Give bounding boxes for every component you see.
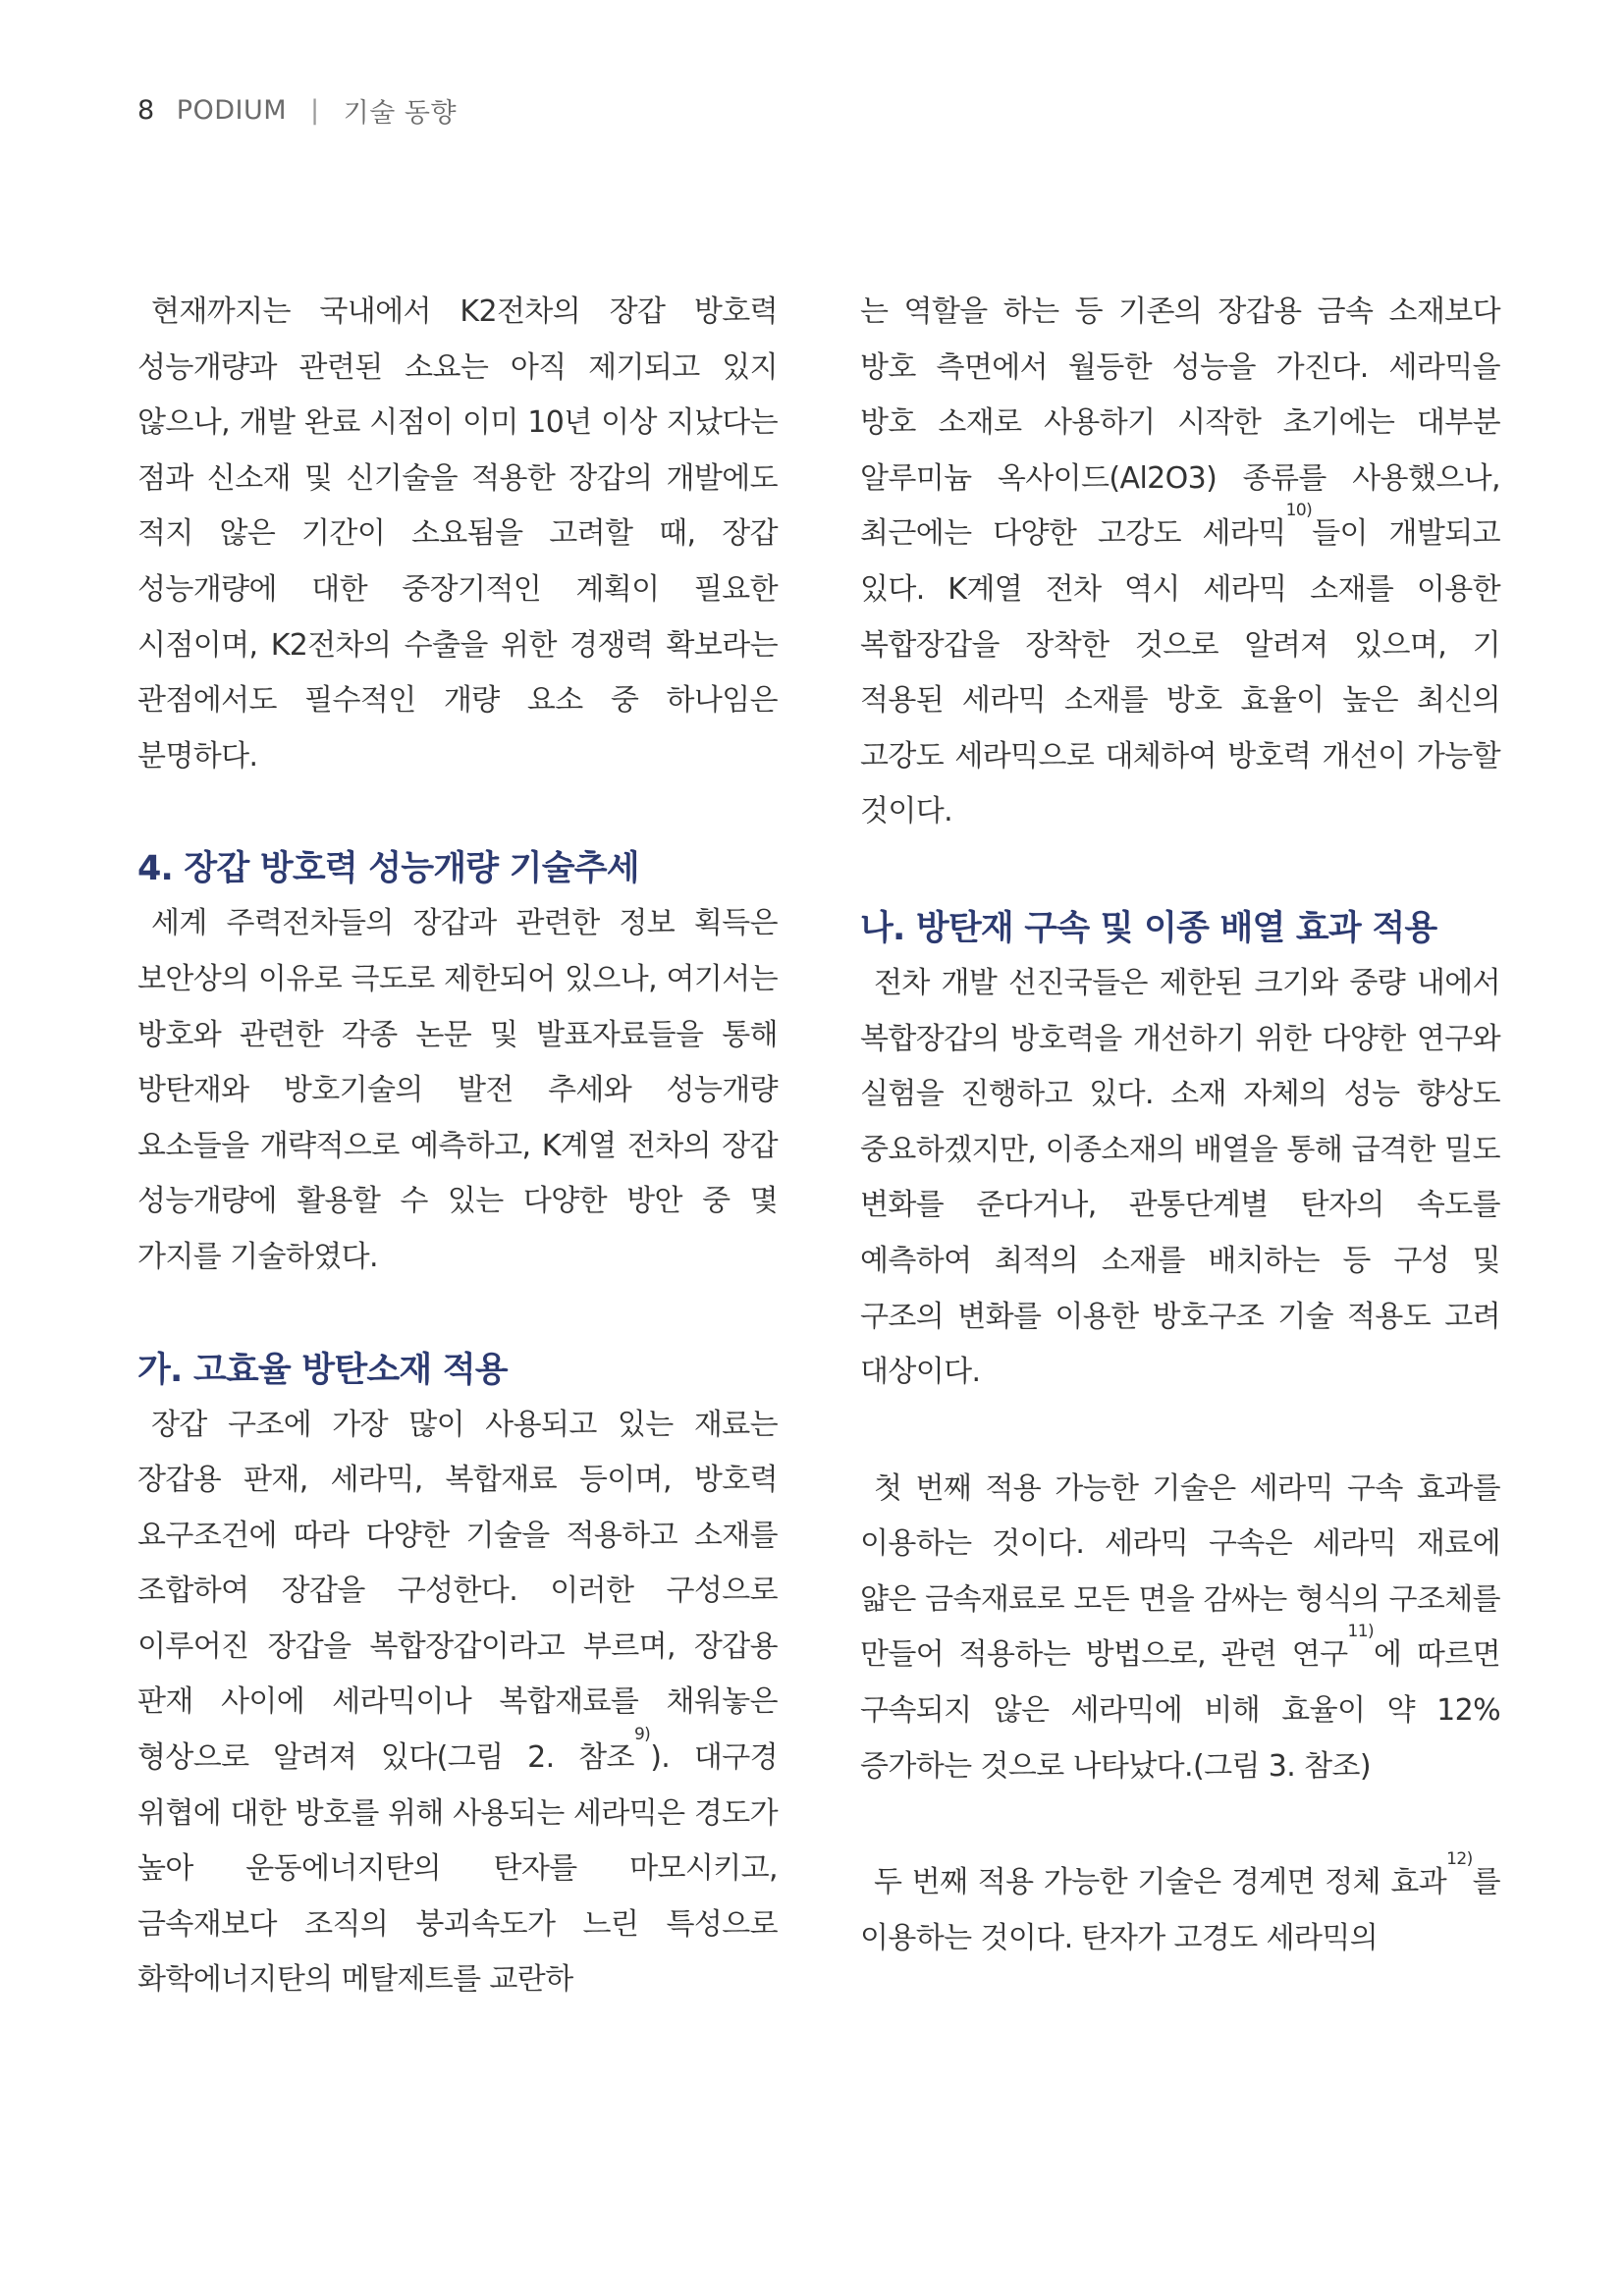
header-separator: | <box>310 94 320 126</box>
first-tech-paragraph <box>860 1462 1500 1795</box>
second-tech-text-2: 를 이용하는 것이다. 탄자가 고경도 세라믹의 <box>860 1865 1500 1955</box>
page-number: 8 <box>137 94 155 126</box>
section-ga-heading: 가. 고효율 방탄소재 적용 <box>137 1350 508 1390</box>
section-4-heading: 4. 장갑 방호력 성능개량 기술추세 <box>137 849 639 889</box>
continuation-text-2: 들이 개발되고 있다. K계열 전차 역시 세라믹 소재를 이용한 복합장갑을 장착한 것으로 알려져 있으며, 기 적용된 세라믹 소재를 방호 효율이 높은 최신의 고강도 세라믹으로 대체하여 방호력 개선이 가능할 것이다. <box>860 516 1500 829</box>
second-tech-paragraph <box>860 1849 1500 1966</box>
section-ga-paragraph <box>137 1398 778 2009</box>
right-column <box>860 285 1500 1966</box>
footnote-ref-10: 10) <box>1285 501 1313 521</box>
first-tech-text-2: 에 따르면 구속되지 않은 세라믹에 비해 효율이 약 12% 증가하는 것으로 나타났다.(그림 3. 참조) <box>860 1637 1500 1784</box>
continuation-text-1: 는 역할을 하는 등 기존의 장갑용 금속 소재보다 방호 측면에서 월등한 성능을 가진다. 세라믹을 방호 소재로 사용하기 시작한 초기에는 대부분 알루미늄 옥사이드(Al2O3) 종류를 사용했으나, 최근에는 다양한 고강도 세라믹 <box>860 294 1500 552</box>
section-name: 기술 동향 <box>343 97 458 129</box>
section-ga-text-1: 장갑 구조에 가장 많이 사용되고 있는 재료는 장갑용 판재, 세라믹, 복합재료 등이며, 방호력 요구조건에 따라 다양한 기술을 적용하고 소재를 조합하여 장갑을 구성한다. 이러한 구성으로 이루어진 장갑을 복합장갑이라고 부르며, 장갑용 판재 사이에 세라믹이나 복합재료를 채워놓은 형상으로 알려져 있다(그림 2. 참조 <box>137 1407 778 1776</box>
magazine-name: PODIUM <box>176 94 288 126</box>
section-4-paragraph: 세계 주력전차들의 장갑과 관련한 정보 획득은 보안상의 이유로 극도로 제한되어 있으나, 여기서는 방호와 관련한 각종 논문 및 발표자료들을 통해 방탄재와 방호기술의 발전 추세와 성능개량 요소들을 개략적으로 예측하고, K계열 전차의 장갑 성능개량에 활용할 수 있는 다양한 방안 중 몇 가지를 기술하였다. <box>137 906 778 1274</box>
section-na-heading: 나. 방탄재 구속 및 이종 배열 효과 적용 <box>860 908 1437 948</box>
left-column <box>137 285 778 2008</box>
running-header <box>137 90 457 130</box>
footnote-ref-9: 9) <box>633 1725 651 1745</box>
section-na-paragraph: 전차 개발 선진국들은 제한된 크기와 중량 내에서 복합장갑의 방호력을 개선하기 위한 다양한 연구와 실험을 진행하고 있다. 소재 자체의 성능 향상도 중요하겠지만, 이종소재의 배열을 통해 급격한 밀도 변화를 준다거나, 관통단계별 탄자의 속도를 예측하여 최적의 소재를 배치하는 등 구성 및 구조의 변화를 이용한 방호구조 기술 적용도 고려 대상이다. <box>860 965 1500 1390</box>
footnote-ref-12: 12) <box>1446 1849 1473 1870</box>
first-tech-text-1: 첫 번째 적용 가능한 기술은 세라믹 구속 효과를 이용하는 것이다. 세라믹 구속은 세라믹 재료에 얇은 금속재료로 모든 면을 감싸는 형식의 구조체를 만들어 적용하는 방법으로, 관련 연구 <box>860 1470 1500 1673</box>
footnote-ref-11: 11) <box>1347 1622 1374 1642</box>
second-tech-text-1: 두 번째 적용 가능한 기술은 경계면 정체 효과 <box>874 1865 1447 1900</box>
intro-paragraph: 현재까지는 국내에서 K2전차의 장갑 방호력 성능개량과 관련된 소요는 아직 제기되고 있지 않으나, 개발 완료 시점이 이미 10년 이상 지났다는 점과 신소재 및 신기술을 적용한 장갑의 개발에도 적지 않은 기간이 소요됨을 고려할 때, 장갑 성능개량에 대한 중장기적인 계획이 필요한 시점이며, K2전차의 수출을 위한 경쟁력 확보라는 관점에서도 필수적인 개량 요소 중 하나임은 분명하다. <box>137 294 778 774</box>
continuation-paragraph <box>860 285 1500 840</box>
section-ga-text-2: ). 대구경 위협에 대한 방호를 위해 사용되는 세라믹은 경도가 높아 운동에너지탄의 탄자를 마모시키고, 금속재보다 조직의 붕괴속도가 느린 특성으로 화학에너지탄의 메탈제트를 교란하 <box>137 1740 778 1998</box>
